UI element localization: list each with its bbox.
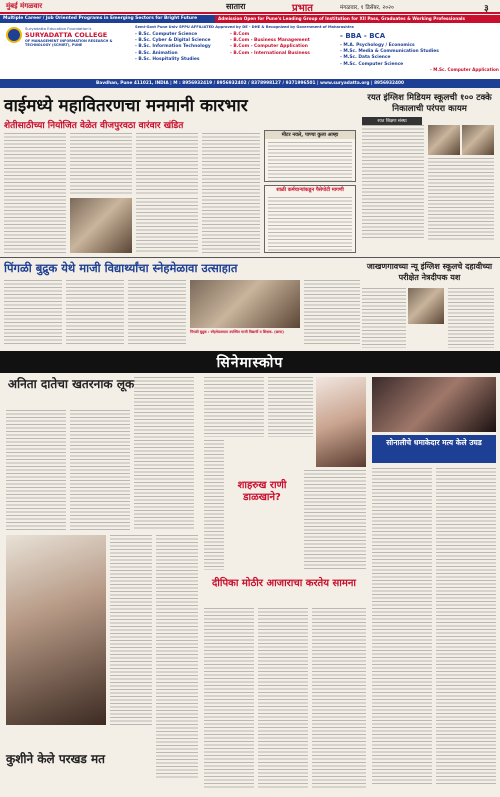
pingli-body-col2 — [66, 280, 124, 344]
lead-subhead: शेतीसाठीच्या नियोजित वेळेत वीजपुरवठा वारंवार खंडित — [4, 121, 184, 131]
course-item: - M.A. Psychology / Economics — [340, 43, 415, 48]
right-story-body-col2 — [428, 158, 494, 240]
course-pgdm: - M.Sc. Computer Application — [430, 67, 499, 72]
cinema-story1-col4 — [110, 535, 152, 725]
lead-body-col1 — [4, 133, 66, 253]
masthead-brand: प्रभात — [292, 3, 314, 14]
cinema-story1-col3 — [134, 377, 194, 530]
ad-left-banner: Multiple Career / Job Oriented Programs in Emerging Sectors for Bright Future — [0, 15, 215, 23]
cinema-story2-photo — [316, 377, 366, 467]
lead-box-1 — [264, 130, 356, 182]
courses-list-c — [340, 32, 385, 40]
college-sub: OF MANAGEMENT INFORMATION RESEARCH & TECHNOLOGY (SCMIRT), PUNE — [25, 39, 113, 47]
pingli-headline: पिंगळी बुद्रुक येथे माजी विद्यार्थ्यांचा स्नेहमेळावा उत्साहात — [4, 261, 238, 275]
course-item: - M.Sc. Computer Science — [340, 61, 404, 67]
page-number: ३ — [484, 4, 489, 14]
masthead-left: मुंबई मंगळवार — [6, 2, 43, 10]
cinema-story3-headline-text: सोनालीचे धमाकेदार मत्य केले उघड — [386, 438, 482, 447]
college-line1: Suryadatta Education Foundation's — [25, 26, 92, 31]
right-story-photo-2 — [462, 125, 494, 155]
course-item: - B.Sc. Computer Science — [135, 32, 198, 37]
college-logo-icon — [6, 27, 22, 43]
cinema-story2-quote: शाहरुख राणी डाळखाने? — [237, 480, 287, 503]
right-story-headline: रयत इंग्लिश मिडियम स्कूलची १०० टक्के निकालाची परंपरा कायम — [367, 93, 492, 114]
ad-right-banner: Admission Open for Pune's Leading Group of Institution for XII Pass, Graduates & Working Professionals — [215, 15, 500, 23]
lead-body-col2 — [70, 133, 132, 195]
cinema-story2-col7 — [312, 608, 366, 788]
ad-affiliation: Semi-Govt Pune Univ SPPU AFFILIATED Approved by DE - DHE & Recognized by Government of Maharashtra — [135, 25, 354, 29]
cinema-story3-col1 — [372, 468, 432, 786]
lead-box-1-title: मीटर नवले, पाण्या कुला आम्हा — [265, 131, 355, 139]
cinema-banner-title: सिनेमास्कोप — [216, 355, 284, 371]
cinema-story1-col2 — [70, 410, 130, 530]
lead-photo — [70, 198, 132, 253]
lead-box-2 — [264, 185, 356, 253]
ad-contact-bar: Bavdhan, Pune 411021, INDIA | M : 8956932419 / 8956932402 / 8378998127 / 9371996501 | www.suryadatta.org | 8956932400 — [0, 79, 500, 88]
cinema-story1-foot: कुशीने केले परखड मत — [6, 752, 106, 766]
lead-body-col5 — [202, 133, 260, 253]
course-item: - B.Com — [230, 32, 250, 37]
cinema-story2-col1 — [204, 377, 264, 437]
cinema-story2-col5 — [204, 608, 254, 788]
cinema-story2-col4 — [304, 470, 366, 570]
course-item: - B.Sc. Animation — [135, 50, 178, 56]
course-item: - B.Sc. Information Technology — [135, 44, 211, 50]
cinema-story3-headline — [372, 435, 496, 463]
lead-body-col4 — [136, 198, 198, 253]
right-sub-body-col1 — [362, 288, 406, 348]
course-item: - BBA — [340, 32, 362, 40]
cinema-story3-col2 — [436, 468, 496, 786]
courses-list-a — [135, 32, 211, 63]
course-item: - B.Sc. Hospitality Studies — [135, 56, 200, 62]
cinema-story1-photo — [6, 535, 106, 725]
masthead-date: मंगळवार, १ डिसेंबर, २०२० — [340, 5, 394, 11]
college-name: SURYADATTA COLLEGE — [25, 31, 108, 39]
cinema-story2-col2 — [268, 377, 313, 437]
masthead-center: सातारा — [226, 2, 246, 11]
right-sub-photo — [408, 288, 444, 324]
lead-headline: वाईमध्ये महावितरणचा मनमानी कारभार — [4, 96, 248, 116]
right-story-photo — [428, 125, 460, 155]
course-item: - B.Com - International Business — [230, 50, 310, 56]
cinema-story1-col5 — [156, 535, 198, 780]
pingli-body-col1 — [4, 280, 62, 344]
masthead — [0, 0, 500, 14]
lead-box-2-title: शाळी कर्मचाऱ्यांकडून पैसेपोटी मागणी — [276, 187, 344, 193]
pingli-body-col3 — [128, 280, 186, 344]
course-item: - B.Com - Computer Application — [230, 44, 308, 50]
cinema-story2-col6 — [258, 608, 308, 788]
pingli-body-col4 — [304, 280, 360, 344]
courses-list-d — [340, 43, 439, 68]
course-item: - M.Sc. Media & Communication Studies — [340, 49, 439, 55]
course-item: - BCA — [363, 32, 386, 40]
cinema-story2-col3 — [204, 440, 224, 570]
right-story-tag: रयत शिक्षण संस्था — [362, 117, 422, 125]
course-item: - B.Com - Business Management — [230, 38, 310, 44]
right-sub-headline: जाखणगावच्या न्यू इंग्लिश स्कूलचे दहावीच्या परीक्षेत नेत्रदीपक यश — [366, 262, 493, 282]
cinema-banner — [0, 351, 500, 373]
course-item: - B.Sc. Cyber & Digital Science — [135, 38, 211, 44]
cinema-story2-headline: दीपिका मोठीर आजाराचा करतेय सामना — [211, 578, 357, 589]
right-sub-body-col2 — [448, 288, 494, 348]
right-story-body-col1 — [362, 125, 424, 240]
course-item: - M.Sc. Data Science — [340, 55, 391, 61]
courses-list-b — [230, 32, 310, 57]
college-advertisement — [0, 15, 500, 88]
cinema-story1-col1 — [6, 410, 66, 530]
divider — [0, 257, 500, 258]
pingli-photo — [190, 280, 300, 328]
lead-body-col3 — [136, 133, 198, 195]
cinema-story3-photo — [372, 377, 496, 432]
cinema-story1-headline: अनिता दातेचा खतरनाक लूक — [7, 377, 135, 391]
pingli-caption: पिंगळी बुद्रुक : स्नेहमेळाव्यात उपस्थित माजी विद्यार्थी व शिक्षक. (छाया) — [190, 330, 284, 334]
